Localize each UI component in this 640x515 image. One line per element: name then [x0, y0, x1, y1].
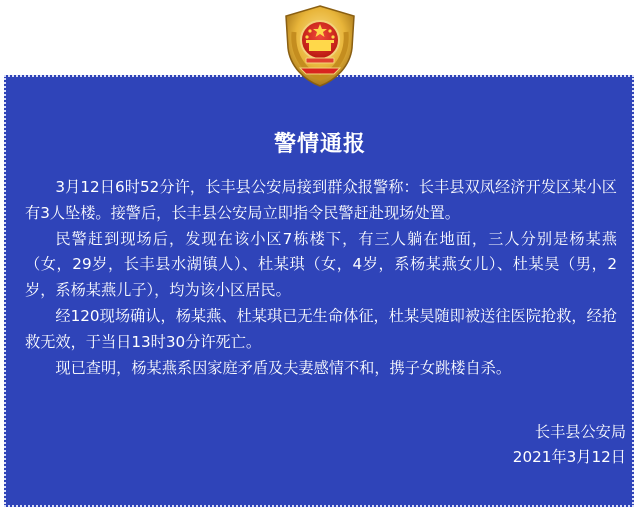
signature-org: 长丰县公安局 — [534, 423, 626, 441]
notice-paragraph: 经120现场确认，杨某燕、杜某琪已无生命体征，杜某昊随即被送往医院抢救，经抢救无效，于当日13时30分许死亡。 — [25, 306, 617, 351]
notice-paragraph: 3月12日6时52分许，长丰县公安局接到群众报警称：长丰县双凤经济开发区某小区有3人坠楼。接警后，长丰县公安局立即指令民警赶赴现场处置。 — [25, 178, 617, 222]
police-emblem-icon — [276, 2, 364, 90]
notice-body — [25, 175, 617, 381]
notice-paragraph: 现已查明，杨某燕系因家庭矛盾及夫妻感情不和，携子女跳楼自杀。 — [55, 358, 512, 377]
notice-paragraph: 民警赶到现场后，发现在该小区7栋楼下，有三人躺在地面，三人分别是杨某燕（女，29岁，长丰县水湖镇人）、杜某琪（女，4岁，系杨某燕女儿）、杜某昊（男，2岁，系杨某燕儿子），均为该小区居民。 — [25, 229, 617, 300]
signature-date: 2021年3月12日 — [512, 448, 626, 466]
notice-title: 警情通报 — [273, 132, 366, 157]
